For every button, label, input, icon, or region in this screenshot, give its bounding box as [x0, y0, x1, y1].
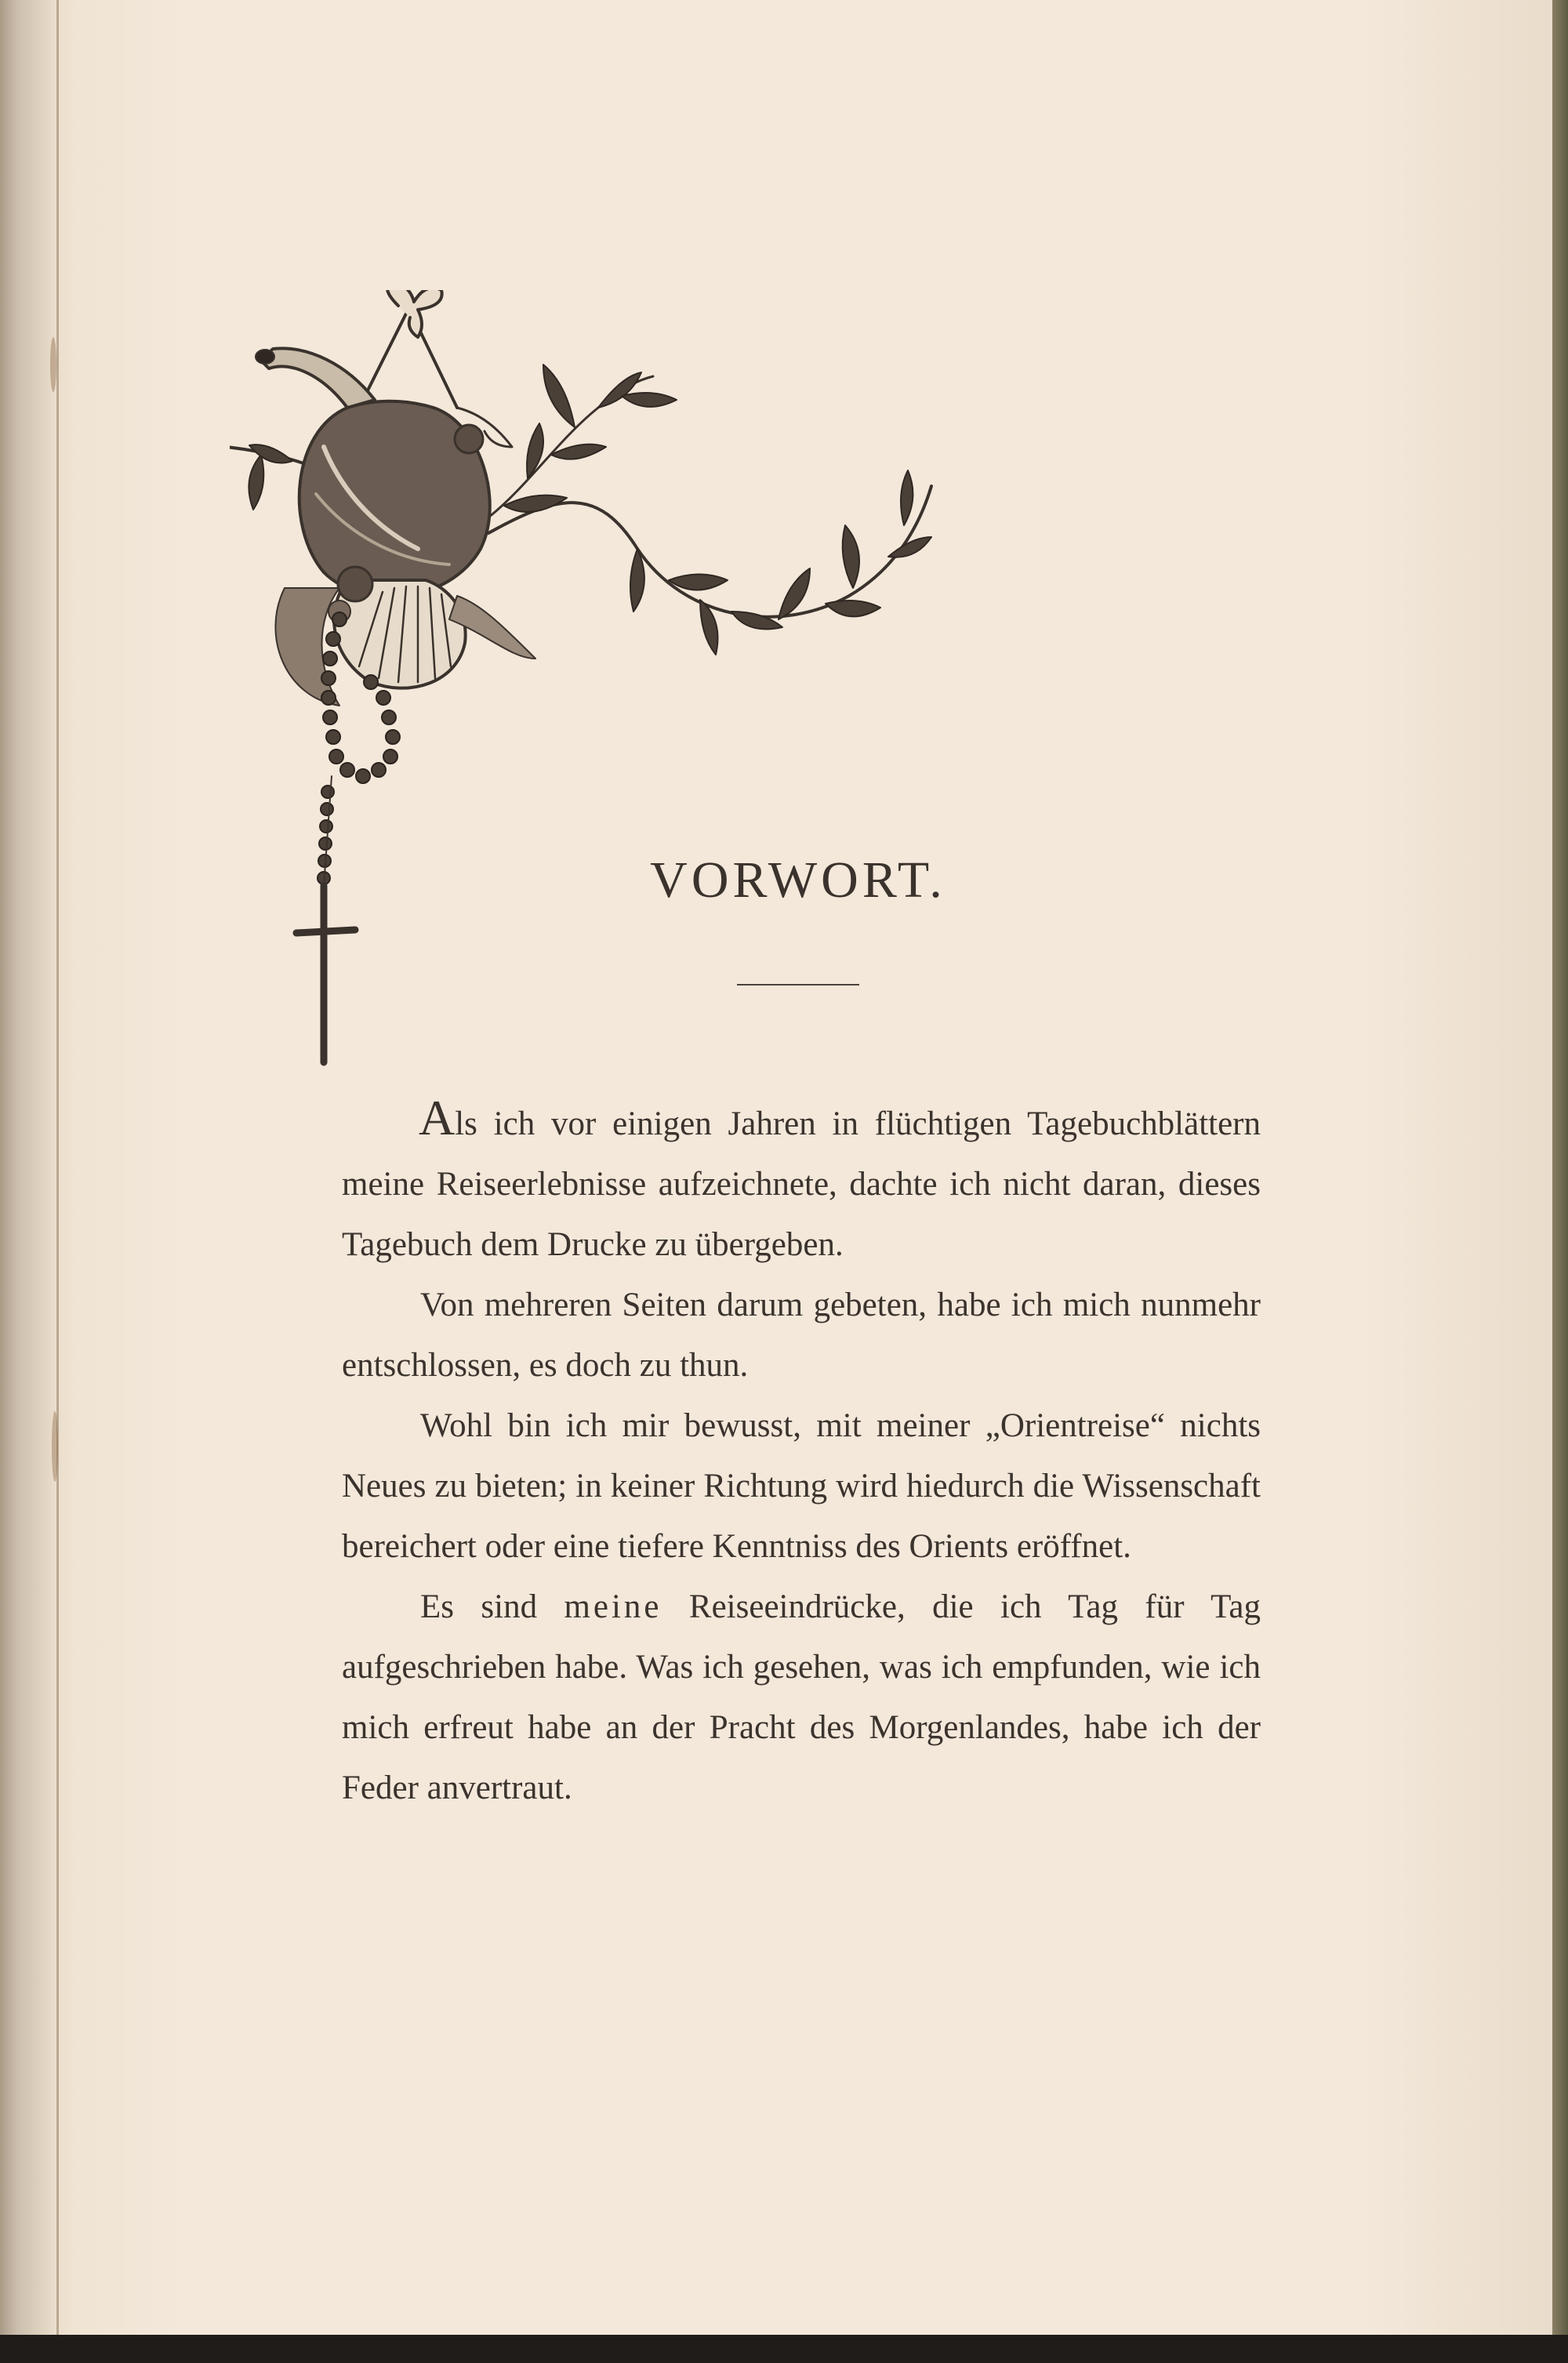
paragraph-1 — [342, 1090, 1261, 1275]
paragraph-4 — [342, 1577, 1261, 1818]
page-title: VORWORT. — [650, 851, 946, 909]
gutter-stain — [50, 337, 56, 392]
paragraph-4-rest: Reiseeindrücke, die ich Tag für Tag aufgeschrieben habe. Was ich gesehen, was ich empfunden, wie ich mich erfreut habe an der Pracht des Morgenlandes, habe ich der Feder anvertraut. — [342, 1588, 1261, 1806]
scan-bottom-edge — [0, 2335, 1568, 2363]
initial-letter: A — [419, 1090, 456, 1145]
paragraph-3: Wohl bin ich mir bewusst, mit meiner „Orientreise“ nichts Neues zu bieten; in keiner Richtung wird hiedurch die Wissenschaft bereichert oder eine tiefere Kenntniss des Orients eröffnet. — [342, 1407, 1261, 1565]
paragraph-4-start: Es sind — [420, 1588, 564, 1625]
book-gutter — [0, 0, 56, 2363]
pilgrim-vignette-icon — [230, 290, 951, 1074]
preface-body — [342, 1090, 1261, 1818]
book-cover-edge — [1552, 0, 1568, 2363]
paragraph-2: Von mehreren Seiten darum gebeten, habe ich mich nunmehr entschlossen, es doch zu thun. — [342, 1287, 1261, 1384]
gutter-fold — [56, 0, 59, 2363]
gutter-stain — [52, 1411, 58, 1482]
paragraph-1-text: ls ich vor einigen Jahren in flüchtigen Tagebuchblättern meine Reiseerlebnisse aufzeichnete, dachte ich nicht daran, dieses Tagebuch dem Drucke zu übergeben. — [342, 1105, 1261, 1263]
paragraph-4-emphasis: meine — [564, 1588, 662, 1625]
title-rule — [737, 984, 859, 985]
book-page — [30, 0, 1552, 2335]
